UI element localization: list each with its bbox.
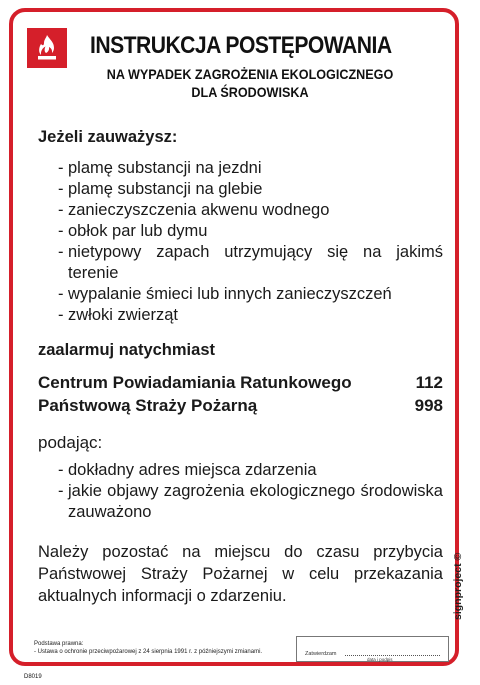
legal-basis [34, 640, 262, 656]
contact-number: 998 [414, 396, 443, 415]
legal-heading: Podstawa prawna: [34, 641, 84, 647]
closing-paragraph: Należy pozostać na miejscu do czasu przybycia Państwowej Straży Pożarnej w celu przekazania aktualnych informacji o zdarzeniu. [38, 543, 443, 605]
subtitle-line-1: NA WYPADEK ZAGROŻENIA EKOLOGICZNEGO [106, 66, 394, 82]
list-item: - dokładny adres miejsca zdarzenia [58, 460, 443, 481]
list-item: - jakie objawy zagrożenia ekologicznego środowiska zauważono [58, 481, 443, 523]
observe-list [58, 158, 443, 326]
observe-lead: Jeżeli zauważysz: [38, 128, 178, 146]
list-item: - zanieczyszczenia akwenu wodnego [58, 200, 443, 221]
list-item: - zwłoki zwierząt [58, 305, 443, 326]
page-title: INSTRUKCJA POSTĘPOWANIA [90, 32, 392, 59]
brand-mark: signproject © [452, 552, 464, 620]
list-item: - plamę substancji na glebie [58, 179, 443, 200]
alarm-lead: zaalarmuj natychmiast [38, 341, 215, 359]
contact-row [38, 396, 443, 416]
list-item: - obłok par lub dymu [58, 221, 443, 242]
approval-signature-box [296, 636, 449, 662]
list-item: - plamę substancji na jezdni [58, 158, 443, 179]
contact-number: 112 [415, 373, 443, 392]
subtitle-line-2: DLA ŚRODOWISKA [191, 84, 309, 100]
list-item: - nietypowy zapach utrzymujący się na jakimś terenie [58, 242, 443, 284]
fire-icon [27, 28, 67, 68]
approval-hint: data i podpis [367, 657, 393, 662]
legal-text: - Ustawa o ochronie przeciwpożarowej z 24 sierpnia 1991 r. z późniejszymi zmianami. [34, 649, 263, 655]
product-code: D8019 [24, 674, 42, 680]
list-item: - wypalanie śmieci lub innych zanieczyszczeń [58, 284, 443, 305]
contact-name: Centrum Powiadamiania Ratunkowego [38, 373, 352, 392]
contact-row [38, 373, 443, 393]
report-lead: podając: [38, 433, 103, 452]
contact-name: Państwową Straży Pożarną [38, 396, 258, 415]
signature-line [345, 655, 440, 656]
approval-label: Zatwierdzam [305, 651, 337, 657]
report-list [58, 460, 443, 523]
